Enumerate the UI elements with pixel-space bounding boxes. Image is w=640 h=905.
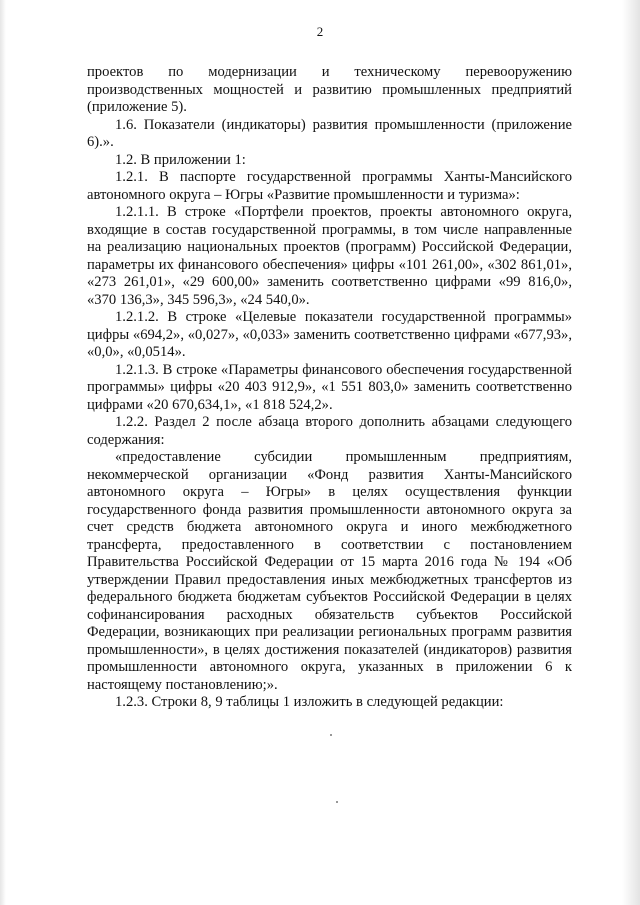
scan-edge-left bbox=[0, 0, 6, 905]
paragraph-item-1-2-1: 1.2.1. В паспорте государственной программы Ханты-Мансийского автономного округа – Югры «Развитие промышленности и туризма»: bbox=[87, 169, 572, 203]
paragraph-quoted-insert: «предоставление субсидии промышленным предприятиям, некоммерческой организации «Фонд развития Ханты-Мансийского автономного округа – Югры» в целях осуществления функции государственного фонда развития промышленности автономного округа за счет средств бюджета автономного округа и иного межбюджетного трансферта, предоставленного в соответствии с постановлением Правительства Российской Федерации от 15 марта 2016 года № 194 «Об утверждении Правил предоставления иных межбюджетных трансфертов из федерального бюджета бюджетам субъектов Российской Федерации в целях софинансирования расходных обязательств субъектов Российской Федерации, возникающих при реализации региональных программ развития промышленности», в целях достижения показателей (индикаторов) развития промышленности автономного округа, указанных в приложении 6 к настоящему постановлению;». bbox=[87, 449, 572, 693]
paragraph-item-1-2-3: 1.2.3. Строки 8, 9 таблицы 1 изложить в следующей редакции: bbox=[115, 694, 504, 710]
document-body bbox=[87, 64, 572, 712]
scan-speck bbox=[336, 801, 338, 803]
paragraph-item-1-2-1-3: 1.2.1.3. В строке «Параметры финансового обеспечения государственной программы» цифры «20 403 912,9», «1 551 803,0» заменить соответственно цифрами «20 670,634,1», «1 818 524,2». bbox=[87, 361, 572, 413]
paragraph-continuation: проектов по модернизации и техническому перевооружению производственных мощностей и развитию промышленных предприятий (приложение 5). bbox=[87, 64, 572, 115]
paragraph-item-1-6: 1.6. Показатели (индикаторы) развития промышленности (приложение 6).». bbox=[87, 116, 572, 150]
page-number: 2 bbox=[316, 24, 324, 39]
scan-speck bbox=[330, 734, 332, 736]
scan-edge-right bbox=[622, 0, 640, 905]
paragraph-item-1-2-1-1: 1.2.1.1. В строке «Портфели проектов, проекты автономного округа, входящие в состав государственной программы, в том числе направленные на реализацию национальных проектов (программ) Российской Федерации, параметры их финансового обеспечения» цифры «101 261,00», «302 861,01», «273 261,01», «29 600,00» заменить соответственно цифрами «99 816,0», «370 136,3», 345 596,3», «24 540,0». bbox=[87, 204, 572, 308]
paragraph-item-1-2-1-2: 1.2.1.2. В строке «Целевые показатели государственной программы» цифры «694,2», «0,027», «0,033» заменить соответственно цифрами «677,93», «0,0», «0,0514». bbox=[87, 309, 572, 360]
paragraph-item-1-2: 1.2. В приложении 1: bbox=[115, 151, 246, 168]
paragraph-item-1-2-2: 1.2.2. Раздел 2 после абзаца второго дополнить абзацами следующего содержания: bbox=[87, 414, 572, 448]
